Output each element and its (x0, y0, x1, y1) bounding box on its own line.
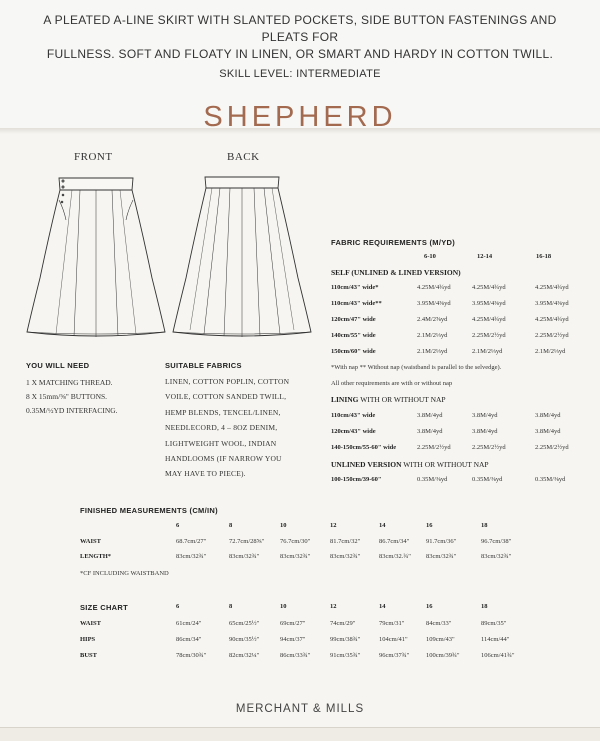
size-header: 18 (481, 522, 488, 529)
fabric-value: 2.4M/2⅝yd (417, 316, 448, 323)
skill-level: SKILL LEVEL: INTERMEDIATE (219, 68, 381, 80)
lining-heading (331, 395, 446, 404)
finished-measurements-heading: FINISHED MEASUREMENTS (CM/IN) (80, 506, 218, 515)
measure-row-label: WAIST (80, 538, 101, 545)
measure-value: 72.7cm/28⅝" (229, 538, 265, 545)
fabric-size-header: 6-10 (424, 253, 436, 260)
fabric-row-label: 140cm/55" wide (331, 332, 376, 339)
measure-value: 65cm/25½" (229, 620, 260, 627)
fabric-value: 0.35M/⅜yd (417, 476, 448, 483)
measure-value: 83cm/32¾" (481, 553, 512, 560)
size-header: 12 (330, 522, 337, 529)
fabric-value: 2.1M/2⅓yd (535, 348, 566, 355)
measure-value: 83cm/32.¾" (379, 553, 411, 560)
finished-note: *CF INCLUDING WAISTBAND (80, 570, 169, 577)
measure-value: 114cm/44" (481, 636, 510, 643)
fabric-line: LINEN, COTTON POPLIN, COTTON (165, 377, 290, 386)
brand-name: MERCHANT & MILLS (235, 703, 365, 715)
suitable-fabrics-list (165, 374, 289, 482)
measure-value: 99cm/38¾" (330, 636, 361, 643)
fabric-value: 0.35M/⅜yd (472, 476, 503, 483)
fabric-row-label: 110cm/43" wide* (331, 284, 379, 291)
size-chart-heading: SIZE CHART (80, 603, 128, 612)
fabric-value: 0.35M/⅜yd (535, 476, 566, 483)
fabric-value: 2.25M/2½yd (417, 444, 451, 451)
measure-value: 84cm/33" (426, 620, 452, 627)
unlined-heading (331, 460, 489, 469)
lining-rest: WITH OR WITHOUT NAP (360, 395, 446, 404)
measure-row-label: HIPS (80, 636, 96, 643)
measure-row-label: WAIST (80, 620, 101, 627)
back-skirt-illustration (168, 170, 316, 340)
fabric-row-label: 110cm/43" wide** (331, 300, 382, 307)
fabric-line: HEMP BLENDS, TENCEL/LINEN, (165, 407, 281, 417)
size-header: 10 (280, 522, 287, 529)
size-header: 10 (280, 603, 287, 610)
fabric-value: 2.1M/2⅓yd (472, 348, 503, 355)
fabric-row-label: 110cm/43" wide (331, 412, 376, 419)
back-view-label: BACK (227, 151, 260, 163)
front-view-label: FRONT (74, 151, 113, 163)
fabric-requirements-heading: FABRIC REQUIREMENTS (M/YD) (331, 238, 456, 247)
fabric-value: 4.25M/4¾yd (417, 284, 451, 291)
measure-value: 83cm/32¾" (426, 553, 457, 560)
you-will-need-heading: YOU WILL NEED (26, 361, 90, 370)
fabric-value: 2.1M/2⅓yd (417, 348, 448, 355)
measure-value: 96cm/37¾" (379, 652, 410, 659)
measure-value: 86.7cm/34" (379, 538, 410, 545)
measure-value: 83cm/32¾" (280, 553, 311, 560)
description-line-2: FULLNESS. SOFT AND FLOATY IN LINEN, OR SMART AND HARDY IN COTTON TWILL. (46, 47, 554, 61)
fabric-value: 2.1M/2⅓yd (417, 332, 448, 339)
measure-value: 83cm/32¾" (229, 553, 260, 560)
need-item: 1 X MATCHING THREAD. (26, 378, 113, 387)
need-item: 8 X 15mm/⅝" BUTTONS. (26, 392, 108, 401)
measure-value: 83cm/32¾" (176, 553, 207, 560)
fabric-value: 3.8M/4yd (417, 428, 443, 435)
lining-bold: LINING (331, 395, 359, 404)
fabric-value: 3.8M/4yd (417, 412, 443, 419)
fabric-value: 2.25M/2½yd (535, 332, 569, 339)
measure-value: 82cm/32¼" (229, 652, 260, 659)
suitable-fabrics-heading: SUITABLE FABRICS (165, 361, 242, 370)
measure-value: 69cm/27" (280, 620, 306, 627)
fabric-value: 4.25M/4¾yd (535, 316, 569, 323)
size-header: 14 (379, 522, 386, 529)
fabric-value: 3.8M/4yd (472, 412, 498, 419)
measure-value: 96.7cm/38" (481, 538, 512, 545)
fabric-value: 3.95M/4⅜yd (417, 300, 451, 307)
size-header: 12 (330, 603, 337, 610)
fabric-value: 2.25M/2½yd (472, 332, 506, 339)
pattern-description (20, 12, 580, 63)
measure-value: 86cm/34" (176, 636, 202, 643)
fabric-row-label: 100-150cm/39-60" (331, 476, 382, 483)
nap-note-2: All other requirements are with or without nap (331, 380, 453, 387)
pattern-title: SHEPHERD (203, 101, 397, 133)
self-heading (331, 268, 461, 277)
fabric-line: LIGHTWEIGHT WOOL, INDIAN (165, 438, 277, 448)
need-item: 0.35M/½YD INTERFACING. (26, 406, 118, 415)
measure-value: 68.7cm/27" (176, 538, 207, 545)
measure-value: 83cm/32¾" (330, 553, 361, 560)
fabric-value: 3.8M/4yd (535, 412, 561, 419)
measure-value: 78cm/30¾" (176, 652, 207, 659)
size-header: 18 (481, 603, 488, 610)
fabric-value: 2.25M/2½yd (535, 444, 569, 451)
fabric-value: 3.8M/4yd (472, 428, 498, 435)
fabric-row-label: 120cm/47" wide (331, 316, 376, 323)
fabric-value: 4.25M/4¾yd (472, 316, 506, 323)
size-header: 6 (176, 603, 180, 610)
measure-value: 61cm/24" (176, 620, 202, 627)
fabric-row-label: 150cm/60" wide (331, 348, 376, 355)
fabric-size-header: 12-14 (477, 253, 493, 260)
measure-value: 109cm/43" (426, 636, 455, 643)
size-header: 8 (229, 603, 233, 610)
size-header: 16 (426, 603, 433, 610)
size-header: 6 (176, 522, 180, 529)
description-line-1: A PLEATED A-LINE SKIRT WITH SLANTED POCKETS, SIDE BUTTON FASTENINGS AND PLEATS FOR (43, 13, 557, 44)
front-skirt-illustration (22, 170, 170, 340)
nap-note: *With nap ** Without nap (waistband is parallel to the selvedge). (331, 364, 502, 371)
measure-value: 104cm/41" (379, 636, 408, 643)
fabric-line: VOILE, COTTON SANDED TWILL, (165, 392, 287, 402)
measure-value: 76.7cm/30" (280, 538, 311, 545)
measure-value: 86cm/33¾" (280, 652, 311, 659)
fabric-row-label: 140-150cm/55-60" wide (331, 444, 397, 451)
measure-value: 94cm/37" (280, 636, 306, 643)
size-header: 16 (426, 522, 433, 529)
measure-row-label: LENGTH* (80, 553, 112, 560)
you-will-need-list (26, 376, 118, 418)
measure-value: 91cm/35¾" (330, 652, 361, 659)
fabric-value: 3.8M/4yd (535, 428, 561, 435)
fabric-line: MAY HAVE TO PIECE). (165, 469, 246, 479)
fabric-value: 4.25M/4¾yd (535, 284, 569, 291)
measure-value: 74cm/29" (330, 620, 356, 627)
fabric-line: HANDLOOMS (IF NARROW YOU (165, 454, 282, 464)
size-header: 8 (229, 522, 233, 529)
measure-value: 89cm/35" (481, 620, 507, 627)
fabric-value: 3.95M/4⅜yd (535, 300, 569, 307)
measure-value: 81.7cm/32" (330, 538, 361, 545)
envelope-bottom-edge (0, 727, 600, 741)
unlined-bold: UNLINED VERSION (331, 460, 402, 469)
size-header: 14 (379, 603, 386, 610)
measure-value: 106cm/41¾" (481, 652, 515, 659)
measure-value: 90cm/35½" (229, 636, 260, 643)
unlined-rest: WITH OR WITHOUT NAP (403, 460, 489, 469)
self-heading-text: SELF (UNLINED & LINED VERSION) (331, 268, 461, 277)
fabric-size-header: 16-18 (536, 253, 552, 260)
measure-value: 79cm/31" (379, 620, 405, 627)
measure-value: 100cm/39¾" (426, 652, 460, 659)
fabric-row-label: 120cm/43" wide (331, 428, 376, 435)
fabric-value: 4.25M/4¾yd (472, 284, 506, 291)
fabric-line: NEEDLECORD, 4 – 8OZ DENIM, (165, 423, 278, 433)
measure-value: 91.7cm/36" (426, 538, 457, 545)
fabric-value: 2.25M/2½yd (472, 444, 506, 451)
fabric-value: 3.95M/4⅜yd (472, 300, 506, 307)
measure-row-label: BUST (80, 652, 97, 659)
